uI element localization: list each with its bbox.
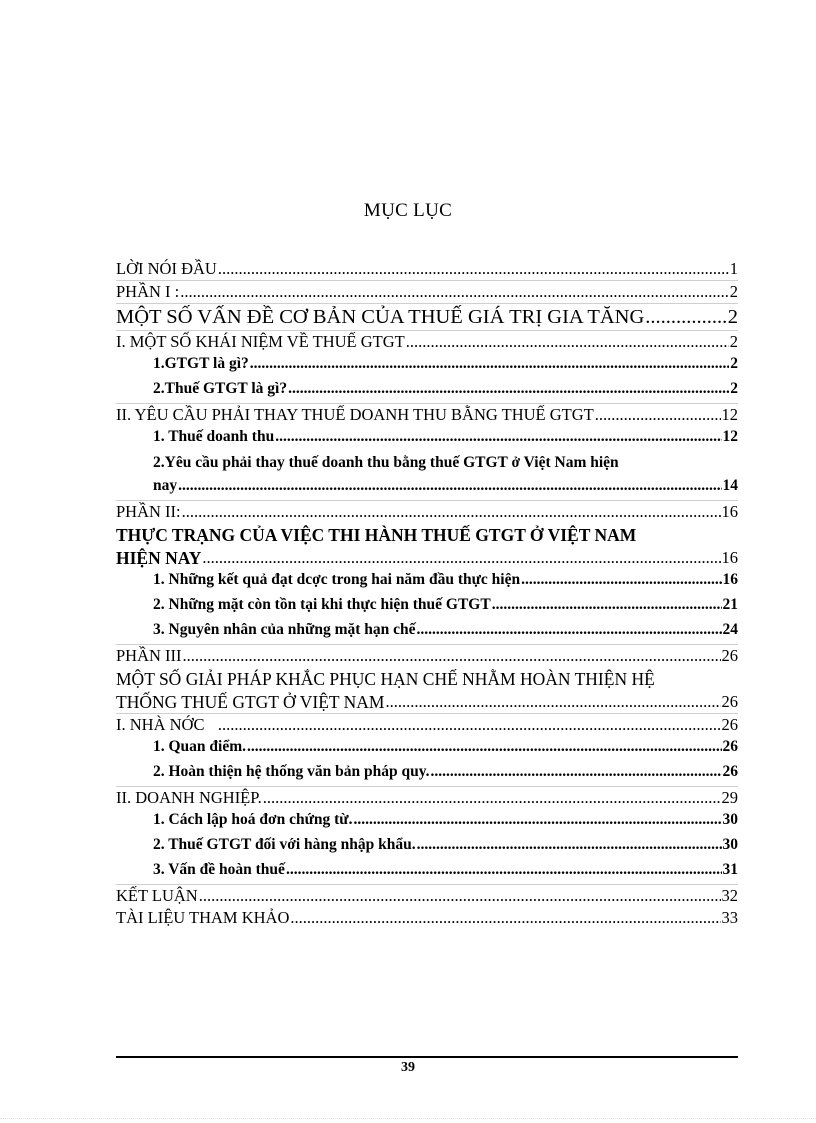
- toc-entry[interactable]: [116, 403, 738, 426]
- toc-entry-text: KẾT LUẬN: [116, 886, 198, 905]
- dot-leader: [183, 645, 721, 667]
- toc-entry-page: 32: [721, 886, 738, 905]
- toc-entry-text: 2. Những mặt còn tồn tại khi thực hiện thuế GTGT: [153, 596, 491, 613]
- toc-entry-text: I. NHÀ NỚC: [116, 715, 217, 734]
- toc-entry[interactable]: [116, 594, 738, 616]
- toc-entry-page: 26: [721, 715, 738, 734]
- dot-leader: [182, 501, 721, 523]
- toc-entry-text: 1.GTGT là gì?: [153, 355, 249, 372]
- toc-entry-page: 16: [721, 548, 738, 567]
- dot-leader: [263, 787, 721, 809]
- footer-rule: [116, 1056, 738, 1058]
- dot-leader: [492, 594, 722, 616]
- dot-leader: [180, 281, 728, 303]
- toc-entry[interactable]: [116, 378, 738, 400]
- toc-entry-line2: [116, 691, 738, 713]
- toc-entry-text: I. MỘT SỐ KHÁI NIỆM VỀ THUẾ GTGT: [116, 332, 405, 351]
- toc-entry[interactable]: [116, 809, 738, 831]
- toc-entry[interactable]: [116, 834, 738, 856]
- toc-entry[interactable]: [116, 523, 738, 569]
- toc-entry-page: 2: [729, 332, 738, 351]
- toc-entry-text: LỜI NÓI ĐẦU: [116, 259, 217, 278]
- toc-entry[interactable]: [116, 859, 738, 881]
- toc-entry-text: 2. Thuế GTGT đối với hàng nhập khẩu.: [153, 836, 416, 853]
- dot-leader: [385, 691, 720, 713]
- dot-leader: [595, 404, 721, 426]
- toc-entry-page: 14: [722, 477, 738, 494]
- dot-leader: [406, 331, 729, 353]
- dot-leader: [250, 353, 730, 375]
- toc-entry-text: 2.Thuế GTGT là gì?: [153, 380, 288, 397]
- dot-leader: [199, 885, 721, 907]
- toc-entry-text: HIỆN NAY: [116, 548, 202, 568]
- dot-leader: [521, 569, 721, 591]
- toc-entry-page: 2: [730, 355, 738, 372]
- toc-entry[interactable]: [116, 667, 738, 713]
- toc-entry-page: 26: [722, 763, 738, 780]
- toc-entry-text: MỘT SỐ VẤN ĐỀ CƠ BẢN CỦA THUẾ GIÁ TRỊ GIA TĂNG: [116, 306, 645, 328]
- toc-entry-text: PHẦN I :: [116, 282, 180, 301]
- dot-leader: [645, 304, 726, 330]
- toc-entry[interactable]: [116, 258, 738, 280]
- dot-leader: [202, 547, 720, 569]
- toc-entry-page: 31: [722, 861, 738, 878]
- toc-title: MỤC LỤC: [363, 200, 453, 221]
- toc-entry[interactable]: [116, 500, 738, 523]
- page-bottom-border: [0, 1118, 816, 1119]
- toc-entry-text: 1. Những kết quả đạt dcợc trong hai năm đầu thực hiện: [153, 571, 521, 588]
- toc-entry-page: 2: [727, 306, 738, 328]
- toc-entry[interactable]: [116, 786, 738, 809]
- dot-leader: [218, 714, 721, 736]
- toc-entry-text-line1: 2.Yêu cầu phải thay thuế doanh thu bằng thuế GTGT ở Việt Nam hiện: [153, 454, 619, 471]
- toc-entry-text: 1. Thuế doanh thu: [153, 428, 275, 445]
- toc-entry[interactable]: [116, 713, 738, 736]
- toc-entry-page: 21: [722, 596, 738, 613]
- dot-leader: [286, 859, 722, 881]
- toc-entry[interactable]: [116, 619, 738, 641]
- toc-entry-page: 2: [729, 282, 738, 301]
- toc-entry[interactable]: [116, 569, 738, 591]
- dot-leader: [417, 834, 722, 856]
- dot-leader: [353, 809, 721, 831]
- toc-entry-text: 3. Vấn đề hoàn thuế: [153, 861, 285, 878]
- toc-entry[interactable]: [116, 451, 738, 497]
- toc-entry-text: 1. Cách lập hoá đơn chứng từ.: [153, 811, 353, 828]
- toc-entry-line2: [116, 547, 738, 569]
- dot-leader: [275, 426, 721, 448]
- toc-entry-text: 1. Quan điểm.: [153, 738, 247, 755]
- toc-entry[interactable]: [116, 644, 738, 667]
- toc-entry-text: II. YÊU CẦU PHẢI THAY THUẾ DOANH THU BẰNG THUẾ GTGT: [116, 405, 594, 424]
- toc-entry-page: 30: [722, 811, 738, 828]
- toc-entry-text: II. DOANH NGHIỆP.: [116, 788, 262, 807]
- toc-entry-page: 12: [722, 428, 738, 445]
- toc-entry[interactable]: [116, 907, 738, 929]
- toc-entry[interactable]: [116, 736, 738, 758]
- toc-entry-text: PHẦN II:: [116, 502, 181, 521]
- toc-entry-page: 2: [730, 380, 738, 397]
- dot-leader: [417, 619, 722, 641]
- toc-entry-text: TÀI LIỆU THAM KHẢO: [116, 908, 290, 927]
- toc-entry-page: 30: [722, 836, 738, 853]
- toc-entry-page: 26: [721, 646, 738, 665]
- toc-entry-page: 33: [721, 908, 738, 927]
- dot-leader: [290, 907, 720, 929]
- toc-entry-page: 29: [721, 788, 738, 807]
- toc-entry-page: 24: [722, 621, 738, 638]
- toc-entry-page: 16: [721, 502, 738, 521]
- toc-entry-text: PHẦN III: [116, 646, 182, 665]
- dot-leader: [431, 761, 722, 783]
- toc-entry-text: nay: [153, 477, 178, 494]
- toc-entry-page: 26: [722, 738, 738, 755]
- toc-entry[interactable]: [116, 280, 738, 303]
- toc-entry-text: 3. Nguyên nhân của những mặt hạn chế: [153, 621, 416, 638]
- dot-leader: [178, 475, 721, 497]
- dot-leader: [218, 258, 729, 280]
- toc-entry-page: 12: [721, 405, 738, 424]
- toc-entry[interactable]: [116, 330, 738, 353]
- toc-entry[interactable]: [116, 884, 738, 907]
- page-number: 39: [401, 1060, 415, 1075]
- toc-entry-page: 16: [722, 571, 738, 588]
- toc-entry[interactable]: [116, 761, 738, 783]
- dot-leader: [288, 378, 729, 400]
- toc-entry-page: 26: [721, 692, 738, 711]
- toc-entry-text-line1: THỰC TRẠNG CỦA VIỆC THI HÀNH THUẾ GTGT Ở VIỆT NAM: [116, 525, 637, 545]
- toc-entry-text: 2. Hoàn thiện hệ thống văn bản pháp quy.: [153, 763, 430, 780]
- toc-entry-page: 1: [729, 259, 738, 278]
- toc-entry[interactable]: [116, 303, 738, 330]
- toc-entry[interactable]: [116, 426, 738, 448]
- toc-entry[interactable]: [116, 353, 738, 375]
- toc-entry-line2: [116, 475, 738, 497]
- toc-entry-text-line1: MỘT SỐ GIẢI PHÁP KHẮC PHỤC HẠN CHẾ NHẰM HOÀN THIỆN HỆ: [116, 669, 655, 689]
- toc-entry-text: THỐNG THUẾ GTGT Ở VIỆT NAM: [116, 692, 385, 712]
- table-of-contents: [116, 258, 738, 929]
- dot-leader: [247, 736, 721, 758]
